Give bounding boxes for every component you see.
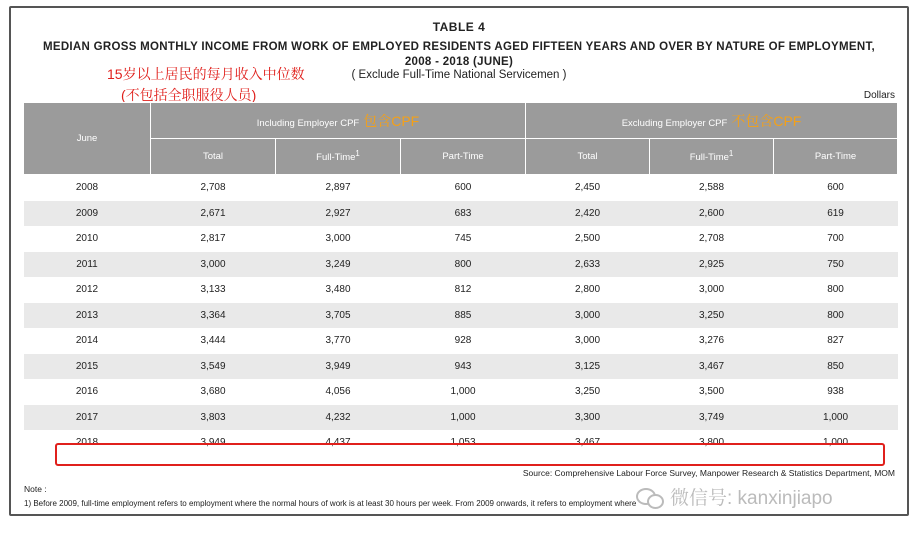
cell-inc-pt: 943 <box>401 354 526 380</box>
col-inc-total: Total <box>151 139 276 175</box>
cell-year: 2016 <box>75 386 99 398</box>
table-title: TABLE 4 <box>432 20 486 34</box>
group-excluding-label: Excluding Employer CPF <box>621 117 728 129</box>
cell-inc-ft: 4,056 <box>325 386 351 398</box>
wechat-icon <box>636 486 664 508</box>
col-inc-fulltime-label: Full-Time <box>316 152 356 164</box>
cell-exc-ft: 3,749 <box>650 405 774 431</box>
cell-inc-pt: 1,053 <box>450 437 476 449</box>
cell-inc-total: 2,817 <box>200 233 226 245</box>
chinese-annotation-line-2: (不包括全职服役人员) <box>121 87 257 103</box>
cell-inc-pt: 1,000 <box>450 386 476 398</box>
cell-exc-pt: 750 <box>774 252 898 278</box>
table-row <box>24 226 898 252</box>
cell-exc-pt: 700 <box>827 233 844 245</box>
cell-exc-ft: 2,588 <box>699 182 725 194</box>
cell-exc-pt: 800 <box>774 303 898 329</box>
col-inc-fulltime <box>276 139 401 175</box>
col-exc-total: Total <box>526 139 650 175</box>
cell-inc-total: 2,708 <box>200 182 226 194</box>
cell-exc-total: 2,633 <box>526 252 650 278</box>
table-row <box>24 379 898 405</box>
cell-inc-ft: 3,249 <box>276 252 401 278</box>
cell-exc-pt: 850 <box>774 354 898 380</box>
cell-inc-ft: 3,770 <box>325 335 351 347</box>
cell-inc-pt: 928 <box>454 335 472 347</box>
cell-inc-total: 3,444 <box>200 335 226 347</box>
cell-year: 2018 <box>75 437 99 449</box>
watermark-text: 微信号: kanxinjiapo <box>670 488 833 509</box>
cell-exc-ft: 3,467 <box>650 354 774 380</box>
cell-year: 2017 <box>24 405 151 431</box>
cell-inc-pt: 800 <box>401 252 526 278</box>
exclude-note: ( Exclude Full-Time National Servicemen ) <box>351 69 567 81</box>
cell-exc-total: 3,000 <box>575 335 601 347</box>
highlight-box-2018 <box>55 443 885 466</box>
cell-inc-pt: 600 <box>454 182 472 194</box>
cell-exc-pt: 1,000 <box>774 405 898 431</box>
document-frame <box>9 6 909 516</box>
cell-inc-ft: 3,949 <box>276 354 401 380</box>
table-row <box>24 252 898 278</box>
cell-exc-total: 3,300 <box>526 405 650 431</box>
col-exc-fulltime <box>650 139 774 175</box>
cell-exc-total: 3,000 <box>526 303 650 329</box>
table-row <box>24 328 898 354</box>
cell-exc-total: 2,500 <box>575 233 601 245</box>
chinese-annotation-line-1: 15岁以上居民的每月收入中位数 <box>107 66 305 82</box>
cell-year: 2012 <box>75 284 99 296</box>
cell-inc-pt: 812 <box>454 284 472 296</box>
table-row <box>24 354 898 380</box>
cell-inc-total: 3,680 <box>200 386 226 398</box>
cell-inc-pt: 745 <box>454 233 472 245</box>
cell-inc-ft: 2,927 <box>276 201 401 227</box>
unit-label: Dollars <box>863 90 895 101</box>
cell-exc-ft: 3,000 <box>699 284 725 296</box>
cell-inc-total: 2,671 <box>151 201 276 227</box>
group-excluding-cn-label: 不包含CPF <box>731 112 802 129</box>
table-body <box>24 175 898 456</box>
cell-year: 2009 <box>24 201 151 227</box>
cell-exc-total: 2,450 <box>575 182 601 194</box>
income-table <box>23 102 898 456</box>
group-header-including <box>151 103 526 139</box>
cell-exc-pt: 938 <box>827 386 844 398</box>
cell-inc-pt: 885 <box>401 303 526 329</box>
cell-exc-pt: 619 <box>774 201 898 227</box>
cell-inc-ft: 3,000 <box>325 233 351 245</box>
table-row <box>24 303 898 329</box>
cell-inc-ft: 3,480 <box>325 284 351 296</box>
cell-inc-ft: 3,705 <box>276 303 401 329</box>
cell-exc-ft: 3,276 <box>699 335 725 347</box>
cell-year: 2013 <box>24 303 151 329</box>
col-exc-fulltime-label: Full-Time <box>689 152 729 164</box>
cell-exc-total: 3,125 <box>526 354 650 380</box>
cell-inc-total: 3,133 <box>200 284 226 296</box>
cell-exc-ft: 2,925 <box>650 252 774 278</box>
cell-exc-ft: 3,800 <box>699 437 725 449</box>
subtitle-line-2: 2008 - 2018 (JUNE) <box>404 56 514 68</box>
cell-inc-total: 3,549 <box>151 354 276 380</box>
footnote-1: 1) Before 2009, full-time employment refers to employment where the normal hours of work is at least 30 hours per week. From 2009 onwards, it refers to employment where <box>24 499 637 508</box>
table-row <box>24 201 898 227</box>
row-header-june: June <box>24 103 151 175</box>
cell-exc-total: 3,467 <box>575 437 601 449</box>
col-inc-parttime: Part-Time <box>401 139 526 175</box>
cell-year: 2014 <box>75 335 99 347</box>
table-row <box>24 277 898 303</box>
wechat-watermark <box>636 483 833 510</box>
group-header-excluding <box>526 103 898 139</box>
cell-exc-ft: 2,600 <box>650 201 774 227</box>
footnote-marker: 1 <box>728 149 734 159</box>
group-including-label: Including Employer CPF <box>256 117 360 129</box>
subtitle-line-1: MEDIAN GROSS MONTHLY INCOME FROM WORK OF EMPLOYED RESIDENTS AGED FIFTEEN YEARS AND OVER BY NATURE OF EMPLOYMENT, <box>42 41 876 53</box>
cell-inc-ft: 4,437 <box>325 437 351 449</box>
cell-year: 2008 <box>75 182 99 194</box>
cell-inc-total: 3,000 <box>151 252 276 278</box>
cell-exc-pt: 800 <box>827 284 844 296</box>
table-row <box>24 405 898 431</box>
col-exc-parttime: Part-Time <box>774 139 898 175</box>
cell-year: 2010 <box>75 233 99 245</box>
cell-year: 2015 <box>24 354 151 380</box>
cell-inc-total: 3,803 <box>151 405 276 431</box>
cell-exc-pt: 1,000 <box>823 437 849 449</box>
cell-inc-pt: 683 <box>401 201 526 227</box>
cell-inc-total: 3,949 <box>200 437 226 449</box>
cell-exc-ft: 3,500 <box>699 386 725 398</box>
cell-inc-pt: 1,000 <box>401 405 526 431</box>
cell-inc-ft: 4,232 <box>276 405 401 431</box>
cell-exc-pt: 600 <box>827 182 844 194</box>
table-row <box>24 175 898 201</box>
footnote-marker: 1 <box>355 149 360 159</box>
source-note: Source: Comprehensive Labour Force Survey, Manpower Research & Statistics Department, MOM <box>522 468 895 478</box>
cell-exc-total: 2,420 <box>526 201 650 227</box>
cell-year: 2011 <box>24 252 151 278</box>
cell-exc-total: 3,250 <box>575 386 601 398</box>
cell-exc-ft: 3,250 <box>650 303 774 329</box>
cell-exc-pt: 827 <box>827 335 844 347</box>
cell-exc-ft: 2,708 <box>699 233 725 245</box>
cell-inc-total: 3,364 <box>151 303 276 329</box>
cell-inc-ft: 2,897 <box>325 182 351 194</box>
note-header: Note : <box>24 484 47 494</box>
group-including-cn-label: 包含CPF <box>363 112 420 129</box>
cell-exc-total: 2,800 <box>575 284 601 296</box>
